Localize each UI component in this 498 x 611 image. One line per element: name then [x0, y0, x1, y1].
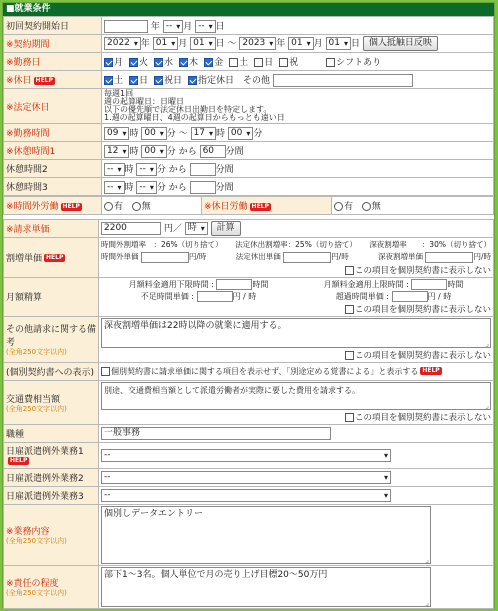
- other-notes-textarea[interactable]: 深夜割増単価は22時以降の就業に適用する。 ⌟: [101, 318, 491, 348]
- billing-table: ※請求単価 2200 円／ 時 ▾ 計算 割増単価 HELP 時間外割増率 ：26%（切り捨て） 法定休出割増率：25%（切り捨て） 深夜割増率 ：30%（切り捨て） 時間外単価 円/時 法定休出単価 円/時 深夜割増単価 円/時 この項目を個別契約書に表示しない 月額精算 月額料金適用下限時間 : 時間 月額料金適用上限時間 : 時間 不足時間単価 : 円 / 時 超過時間単価 : 円 / 時 この項目を個別契約書に表示しない その他請求に関する備考 (全角250文字以内) 深夜割増単価は22時以降の就業に適用する。 ⌟ この項目を個別契約書に表示しない (個別契約書への表示) 個別契約書に請求単価に関する項目を表示せず、「別途定める覚書による」と表示する HELP 交通費相当額 (全角250文字以内) 別途、交通費相当額として派遣労働者が実際に要した費用を請求する。 ⌟ この項目を個別契約書に表示しない 職種 一般事務 日雇派遣例外業務1HELP -- ▾ 日雇派遣例外業務2 -- ▾ 日雇派遣例外業務3 -- ▾ ※業務内容 (全角250文字以内) 個別しデータエントリー ⌟ ※責任の程度 (全角250文字以内) 部下1〜3名。個人単位で月の売り上げ目標20〜50万円 ⌟: [3, 219, 494, 609]
- workday-checkbox-7[interactable]: [279, 58, 288, 67]
- work-days-label: ※勤務日: [4, 53, 102, 71]
- holiday-work-help-icon[interactable]: HELP: [251, 202, 269, 210]
- overtime-label: ※時間外労働: [6, 202, 59, 212]
- break2-minute-select[interactable]: -- ▾: [136, 163, 157, 176]
- workday-checkbox-label: 日: [264, 58, 274, 68]
- contract-display-help-icon[interactable]: HELP: [422, 367, 440, 374]
- holiday-checkbox-label: 指定休日: [198, 75, 235, 86]
- overtime-no-radio[interactable]: [132, 202, 141, 211]
- workday-checkbox-0[interactable]: [104, 58, 113, 67]
- legal-holiday-label: ※法定休日: [4, 89, 102, 124]
- workday-checkbox-label: 火: [139, 58, 149, 68]
- holiday-checkboxes: [104, 76, 240, 86]
- from-day-select[interactable]: 01 ▾: [190, 37, 215, 50]
- contract-display-label: (個別契約書への表示): [4, 362, 99, 380]
- workday-checkbox-4[interactable]: [204, 58, 213, 67]
- to-year-select[interactable]: 2023 ▾: [239, 37, 276, 50]
- break2-label: 休憩時間2: [4, 160, 102, 178]
- break3-minute-select[interactable]: -- ▾: [136, 181, 157, 194]
- transport-label: 交通費相当額: [6, 394, 61, 405]
- section-title: ■就業条件: [3, 3, 494, 16]
- workday-checkbox-6[interactable]: [254, 58, 263, 67]
- occupation-input[interactable]: 一般事務: [101, 427, 331, 440]
- to-day-select[interactable]: 01 ▾: [326, 37, 351, 50]
- workday-checkbox-5[interactable]: [229, 58, 238, 67]
- break3-duration-input[interactable]: [190, 181, 216, 194]
- break1-label: ※休憩時間1: [4, 142, 102, 160]
- contract-period-label: ※契約期間: [4, 35, 102, 53]
- shift-checkbox[interactable]: [326, 58, 335, 67]
- from-year-select[interactable]: 2022 ▾: [104, 37, 141, 50]
- holiday-checkbox-1[interactable]: [129, 76, 138, 85]
- to-month-select[interactable]: 01 ▾: [288, 37, 313, 50]
- break1-minute-select[interactable]: 00 ▾: [141, 145, 166, 158]
- contract-form: [2, 2, 495, 609]
- reflect-conflict-date-button[interactable]: 個人抵触日反映: [363, 36, 438, 51]
- exception2-select[interactable]: -- ▾: [101, 471, 391, 484]
- holiday-price-input[interactable]: [283, 252, 331, 263]
- shortage-price-input[interactable]: [197, 291, 233, 302]
- transport-textarea[interactable]: 別途、交通費相当額として派遣労働者が実際に要した費用を請求する。 ⌟: [101, 382, 491, 410]
- overtime-table: ※時間外労働 HELP 有 無 ※休日労働 HELP 有 無: [3, 196, 494, 215]
- exception3-label: 日雇派遣例外業務3: [4, 486, 99, 504]
- night-price-input[interactable]: [425, 252, 473, 263]
- responsibility-label: ※責任の程度: [6, 579, 59, 589]
- overtime-yes-radio[interactable]: [104, 202, 113, 211]
- work-conditions-table: 初回契約開始日 年 -- ▾ 月 -- ▾ 日 ※契約期間 2022 ▾ 年 01 ▾ 月 01 ▾ 日 〜 2023 ▾ 年 01 ▾ 月 01 ▾ 日 個人抵触日反映 ※勤務日 月 火 水 木 金 土 日 祝 シフトあり ※休日 HELP 土 日 祝日 指定休日 その他 ※法定休日 毎週1回 週の起算曜日：日曜日 以下の優先順で法定休日出勤日を特定します。 1.週の起算曜日、4週の起算日からもっとも遠い日 ※勤務時間 09 ▾ 時 00 ▾ 分 〜 17 ▾ 時 00 ▾ 分 ※休憩時間1 12 ▾ 時 00 ▾ 分 から 60 分間 休憩時間2 -- ▾ 時 -- ▾ 分 から 分間 休憩時間3 -- ▾ 時 -- ▾ 分 から 分間: [3, 16, 494, 196]
- first-month-select[interactable]: -- ▾: [163, 20, 184, 33]
- exception1-select[interactable]: -- ▾: [101, 449, 391, 462]
- monthly-upper-input[interactable]: [411, 279, 447, 290]
- holiday-work-no-radio[interactable]: [362, 202, 371, 211]
- holiday-checkbox-3[interactable]: [188, 76, 197, 85]
- premium-noshow-checkbox[interactable]: [345, 266, 354, 275]
- responsibility-textarea[interactable]: 部下1〜3名。個人単位で月の売り上げ目標20〜50万円 ⌟: [101, 567, 431, 607]
- monthly-label: 月額精算: [4, 277, 99, 316]
- workday-checkbox-label: 土: [239, 58, 249, 68]
- break2-hour-select[interactable]: -- ▾: [104, 163, 125, 176]
- overtime-help-icon[interactable]: HELP: [62, 202, 80, 210]
- holiday-other-input[interactable]: [273, 74, 413, 87]
- workday-checkbox-1[interactable]: [129, 58, 138, 67]
- break3-label: 休憩時間3: [4, 178, 102, 196]
- other-notes-noshow-checkbox[interactable]: [345, 351, 354, 360]
- first-contract-date-label: 初回契約開始日: [4, 17, 102, 35]
- job-content-textarea[interactable]: 個別しデータエントリー ⌟: [101, 506, 431, 564]
- holiday-work-yes-radio[interactable]: [334, 202, 343, 211]
- holiday-work-label: ※休日労働: [204, 202, 248, 212]
- holiday-checkbox-label: 祝日: [164, 75, 183, 86]
- shift-label: シフトあり: [336, 58, 382, 68]
- holiday-checkbox-label: 日: [139, 75, 149, 86]
- other-notes-label: その他請求に関する備考: [6, 325, 97, 348]
- monthly-noshow-checkbox[interactable]: [345, 305, 354, 314]
- holiday-checkbox-2[interactable]: [154, 76, 163, 85]
- calculate-button[interactable]: 計算: [211, 221, 241, 236]
- end-hour-select[interactable]: 17 ▾: [191, 127, 216, 140]
- occupation-label: 職種: [4, 424, 99, 442]
- workday-checkbox-label: 月: [114, 58, 124, 68]
- first-day-select[interactable]: -- ▾: [195, 20, 216, 33]
- work-days-checkboxes: [102, 53, 494, 71]
- holiday-checkbox-label: 土: [114, 75, 124, 86]
- workday-checkbox-label: 木: [189, 58, 199, 68]
- break1-hour-select[interactable]: 12 ▾: [104, 145, 129, 158]
- workday-checkbox-label: 水: [164, 58, 174, 68]
- transport-noshow-checkbox[interactable]: [345, 413, 354, 422]
- holidays-label: ※休日: [6, 76, 32, 86]
- work-time-label: ※勤務時間: [4, 124, 102, 142]
- unit-per-select[interactable]: 時 ▾: [185, 222, 208, 235]
- premium-label: 割増単価: [6, 253, 43, 264]
- first-year-input[interactable]: [104, 20, 148, 33]
- unit-price-label: ※請求単価: [4, 220, 99, 238]
- from-month-select[interactable]: 01 ▾: [153, 37, 178, 50]
- exception2-label: 日雇派遣例外業務2: [4, 468, 99, 486]
- exception3-select[interactable]: -- ▾: [101, 489, 391, 502]
- start-minute-select[interactable]: 00 ▾: [141, 127, 166, 140]
- unit-price-input[interactable]: 2200: [101, 222, 161, 235]
- workday-checkbox-2[interactable]: [154, 58, 163, 67]
- job-content-label: ※業務内容: [6, 527, 50, 537]
- excess-price-input[interactable]: [392, 291, 428, 302]
- workday-checkbox-label: 金: [214, 58, 224, 68]
- end-minute-select[interactable]: 00 ▾: [228, 127, 253, 140]
- exception1-label: 日雇派遣例外業務1: [6, 446, 84, 457]
- workday-checkbox-3[interactable]: [179, 58, 188, 67]
- break3-hour-select[interactable]: -- ▾: [104, 181, 125, 194]
- premium-help-icon[interactable]: HELP: [46, 254, 64, 262]
- contract-display-checkbox[interactable]: [101, 367, 110, 376]
- holiday-checkbox-0[interactable]: [104, 76, 113, 85]
- holidays-help-icon[interactable]: HELP: [35, 76, 53, 84]
- exception-help-icon[interactable]: HELP: [10, 457, 28, 464]
- overtime-price-input[interactable]: [141, 252, 189, 263]
- break2-duration-input[interactable]: [190, 163, 216, 176]
- monthly-lower-input[interactable]: [216, 279, 252, 290]
- break1-duration-input[interactable]: 60: [200, 145, 226, 158]
- workday-checkbox-label: 祝: [289, 58, 299, 68]
- start-hour-select[interactable]: 09 ▾: [104, 127, 129, 140]
